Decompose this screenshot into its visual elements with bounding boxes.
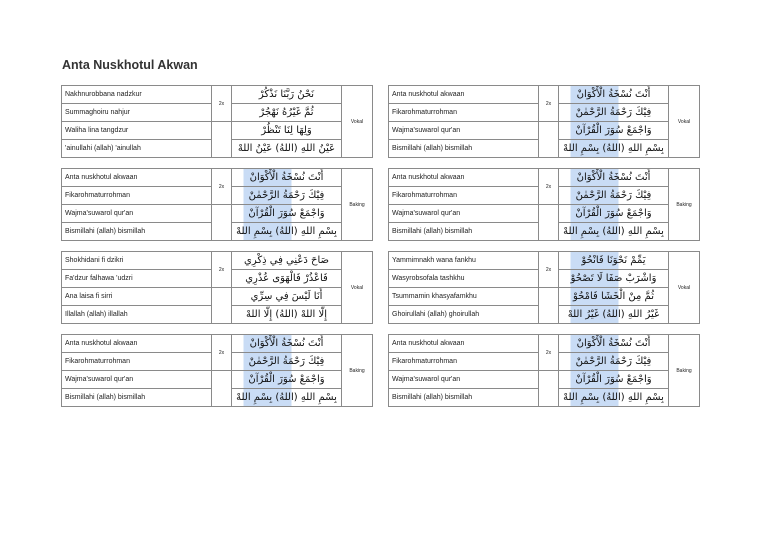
- arabic-lyric: وَاشْرَبْ صَفَا لَا تَصْحُوْ: [559, 270, 669, 288]
- repeat-cell-empty: [539, 205, 559, 241]
- repeat-count: 2x: [212, 335, 232, 371]
- latin-lyric: Summaghoiru nahjur: [62, 104, 212, 122]
- latin-lyric: Fikarohmaturrohman: [389, 353, 539, 371]
- latin-lyric: Yammimnakh wana fankhu: [389, 252, 539, 270]
- arabic-lyric: أَنْتَ نُسْخَةُ الْأَكْوَانْ: [559, 169, 669, 187]
- singer-role: Vokal: [669, 252, 700, 324]
- arabic-lyric: فَاعْذُرْ فَالْهَوَى عُذْرِي: [232, 270, 342, 288]
- lyric-row: [389, 371, 700, 389]
- lyric-row: [62, 86, 373, 104]
- latin-lyric: Wajma'suwarol qur'an: [62, 371, 212, 389]
- latin-lyric: Anta nuskhotul akwaan: [389, 169, 539, 187]
- repeat-cell-empty: [212, 371, 232, 407]
- lyric-block: [388, 168, 700, 241]
- singer-role: Vokal: [342, 86, 373, 158]
- lyric-row: [389, 86, 700, 104]
- repeat-count: 2x: [539, 169, 559, 205]
- singer-role: Baking: [342, 169, 373, 241]
- repeat-cell-empty: [212, 205, 232, 241]
- latin-lyric: Ana laisa fi sirri: [62, 288, 212, 306]
- latin-lyric: Fikarohmaturrohman: [389, 187, 539, 205]
- arabic-lyric: يَمِّمْ نَحْوَنَا فَانْحُوْ: [559, 252, 669, 270]
- repeat-count: 2x: [212, 86, 232, 122]
- arabic-lyric: أَنَا لَيْسَ فِي سِرِّي: [232, 288, 342, 306]
- arabic-lyric: عَيْنُ اللهِ (اللهُ) عَيْنُ اللهْ: [232, 140, 342, 158]
- latin-lyric: Ghoirullahi (allah) ghoirullah: [389, 306, 539, 324]
- arabic-lyric: وَاجْمَعْ سُوَرَ الْقُرْآنْ: [559, 205, 669, 223]
- latin-lyric: Waliha lina tangdzur: [62, 122, 212, 140]
- latin-lyric: Bismillahi (allah) bismillah: [389, 140, 539, 158]
- repeat-cell-empty: [539, 371, 559, 407]
- arabic-lyric: بِسْمِ اللهِ (اللهُ) بِسْمِ اللهْ: [559, 140, 669, 158]
- arabic-lyric: بِسْمِ اللهِ (اللهُ) بِسْمِ اللهْ: [232, 223, 342, 241]
- latin-lyric: Wajma'suwarol qur'an: [389, 205, 539, 223]
- repeat-count: 2x: [539, 252, 559, 288]
- arabic-lyric: وَلِهَا لِنَا تَنْظُرْ: [232, 122, 342, 140]
- arabic-lyric: صَاحَ دَعْنِي فِي ذِكْرِي: [232, 252, 342, 270]
- lyric-block: [61, 168, 373, 241]
- lyric-row: [389, 205, 700, 223]
- lyric-block: [388, 334, 700, 407]
- repeat-cell-empty: [539, 122, 559, 158]
- repeat-count: 2x: [539, 86, 559, 122]
- arabic-lyric: فِيْكَ رَحْمَةُ الرَّحْمٰنْ: [232, 353, 342, 371]
- arabic-lyric: إِلَّا اللهْ (اللهُ) إِلَّا اللهْ: [232, 306, 342, 324]
- lyric-block: [61, 251, 373, 324]
- arabic-lyric: بِسْمِ اللهِ (اللهُ) بِسْمِ اللهْ: [232, 389, 342, 407]
- singer-role: Baking: [669, 169, 700, 241]
- arabic-lyric: وَاجْمَعْ سُوَرَ الْقُرْآنْ: [559, 122, 669, 140]
- lyric-row: [62, 205, 373, 223]
- lyric-row: [62, 169, 373, 187]
- arabic-lyric: ثُمَّ مِنْ الْخَشَا فَامْحُوْ: [559, 288, 669, 306]
- repeat-count: 2x: [212, 252, 232, 288]
- lyric-row: [389, 169, 700, 187]
- lyric-block: [388, 251, 700, 324]
- arabic-lyric: أَنْتَ نُسْخَةُ الْأَكْوَانْ: [232, 169, 342, 187]
- lyric-row: [389, 252, 700, 270]
- arabic-lyric: أَنْتَ نُسْخَةُ الْأَكْوَانْ: [232, 335, 342, 353]
- latin-lyric: Bismillahi (allah) bismillah: [62, 389, 212, 407]
- arabic-lyric: وَاجْمَعْ سُوَرَ الْقُرْآنْ: [232, 205, 342, 223]
- lyric-block: [61, 85, 373, 158]
- singer-role: Baking: [669, 335, 700, 407]
- latin-lyric: Shokhidani fi dzikri: [62, 252, 212, 270]
- latin-lyric: Wajma'suwarol qur'an: [62, 205, 212, 223]
- arabic-lyric: فِيْكَ رَحْمَةُ الرَّحْمٰنْ: [559, 104, 669, 122]
- arabic-lyric: فِيْكَ رَحْمَةُ الرَّحْمٰنْ: [232, 187, 342, 205]
- lyric-row: [62, 122, 373, 140]
- latin-lyric: Tsummamin khasyafamkhu: [389, 288, 539, 306]
- repeat-cell-empty: [212, 122, 232, 158]
- page-title: Anta Nuskhotul Akwan: [62, 58, 198, 72]
- lyric-row: [62, 335, 373, 353]
- arabic-lyric: بِسْمِ اللهِ (اللهُ) بِسْمِ اللهْ: [559, 223, 669, 241]
- lyric-row: [389, 122, 700, 140]
- arabic-lyric: ثُمَّ غَيْرُهُ نَهْجُرْ: [232, 104, 342, 122]
- arabic-lyric: أَنْتَ نُسْخَةُ الْأَكْوَانْ: [559, 335, 669, 353]
- arabic-lyric: أَنْتَ نُسْخَةُ الْأَكْوَانْ: [559, 86, 669, 104]
- lyric-block: [388, 85, 700, 158]
- latin-lyric: Anta nuskhotul akwaan: [389, 335, 539, 353]
- latin-lyric: Bismillahi (allah) bismillah: [389, 223, 539, 241]
- latin-lyric: Fikarohmaturrohman: [62, 353, 212, 371]
- latin-lyric: Anta nuskhotul akwaan: [62, 169, 212, 187]
- latin-lyric: Bismillahi (allah) bismillah: [62, 223, 212, 241]
- singer-role: Vokal: [342, 252, 373, 324]
- lyric-row: [62, 371, 373, 389]
- lyric-row: [62, 252, 373, 270]
- lyric-row: [389, 335, 700, 353]
- latin-lyric: Fa'dzur falhawa 'udzri: [62, 270, 212, 288]
- arabic-lyric: نَحْنُ رَبَّنَا نَذْكُرْ: [232, 86, 342, 104]
- latin-lyric: Nakhnurobbana nadzkur: [62, 86, 212, 104]
- arabic-lyric: غَيْرُ اللهِ (اللهُ) غَيْرُ اللهْ: [559, 306, 669, 324]
- singer-role: Vokal: [669, 86, 700, 158]
- arabic-lyric: فِيْكَ رَحْمَةُ الرَّحْمٰنْ: [559, 187, 669, 205]
- singer-role: Baking: [342, 335, 373, 407]
- latin-lyric: Anta nuskhotul akwaan: [62, 335, 212, 353]
- repeat-cell-empty: [212, 288, 232, 324]
- lyric-row: [62, 288, 373, 306]
- lyric-row: [389, 288, 700, 306]
- repeat-count: 2x: [212, 169, 232, 205]
- latin-lyric: Bismillahi (allah) bismillah: [389, 389, 539, 407]
- arabic-lyric: بِسْمِ اللهِ (اللهُ) بِسْمِ اللهْ: [559, 389, 669, 407]
- latin-lyric: Wasyrobsofala tashkhu: [389, 270, 539, 288]
- arabic-lyric: فِيْكَ رَحْمَةُ الرَّحْمٰنْ: [559, 353, 669, 371]
- latin-lyric: Anta nuskhotul akwaan: [389, 86, 539, 104]
- latin-lyric: Wajma'suwarol qur'an: [389, 122, 539, 140]
- repeat-cell-empty: [539, 288, 559, 324]
- latin-lyric: Illallah (allah) illallah: [62, 306, 212, 324]
- latin-lyric: 'ainullahi (allah) 'ainullah: [62, 140, 212, 158]
- lyric-block: [61, 334, 373, 407]
- repeat-count: 2x: [539, 335, 559, 371]
- arabic-lyric: وَاجْمَعْ سُوَرَ الْقُرْآنْ: [232, 371, 342, 389]
- latin-lyric: Wajma'suwarol qur'an: [389, 371, 539, 389]
- latin-lyric: Fikarohmaturrohman: [62, 187, 212, 205]
- arabic-lyric: وَاجْمَعْ سُوَرَ الْقُرْآنْ: [559, 371, 669, 389]
- latin-lyric: Fikarohmaturrohman: [389, 104, 539, 122]
